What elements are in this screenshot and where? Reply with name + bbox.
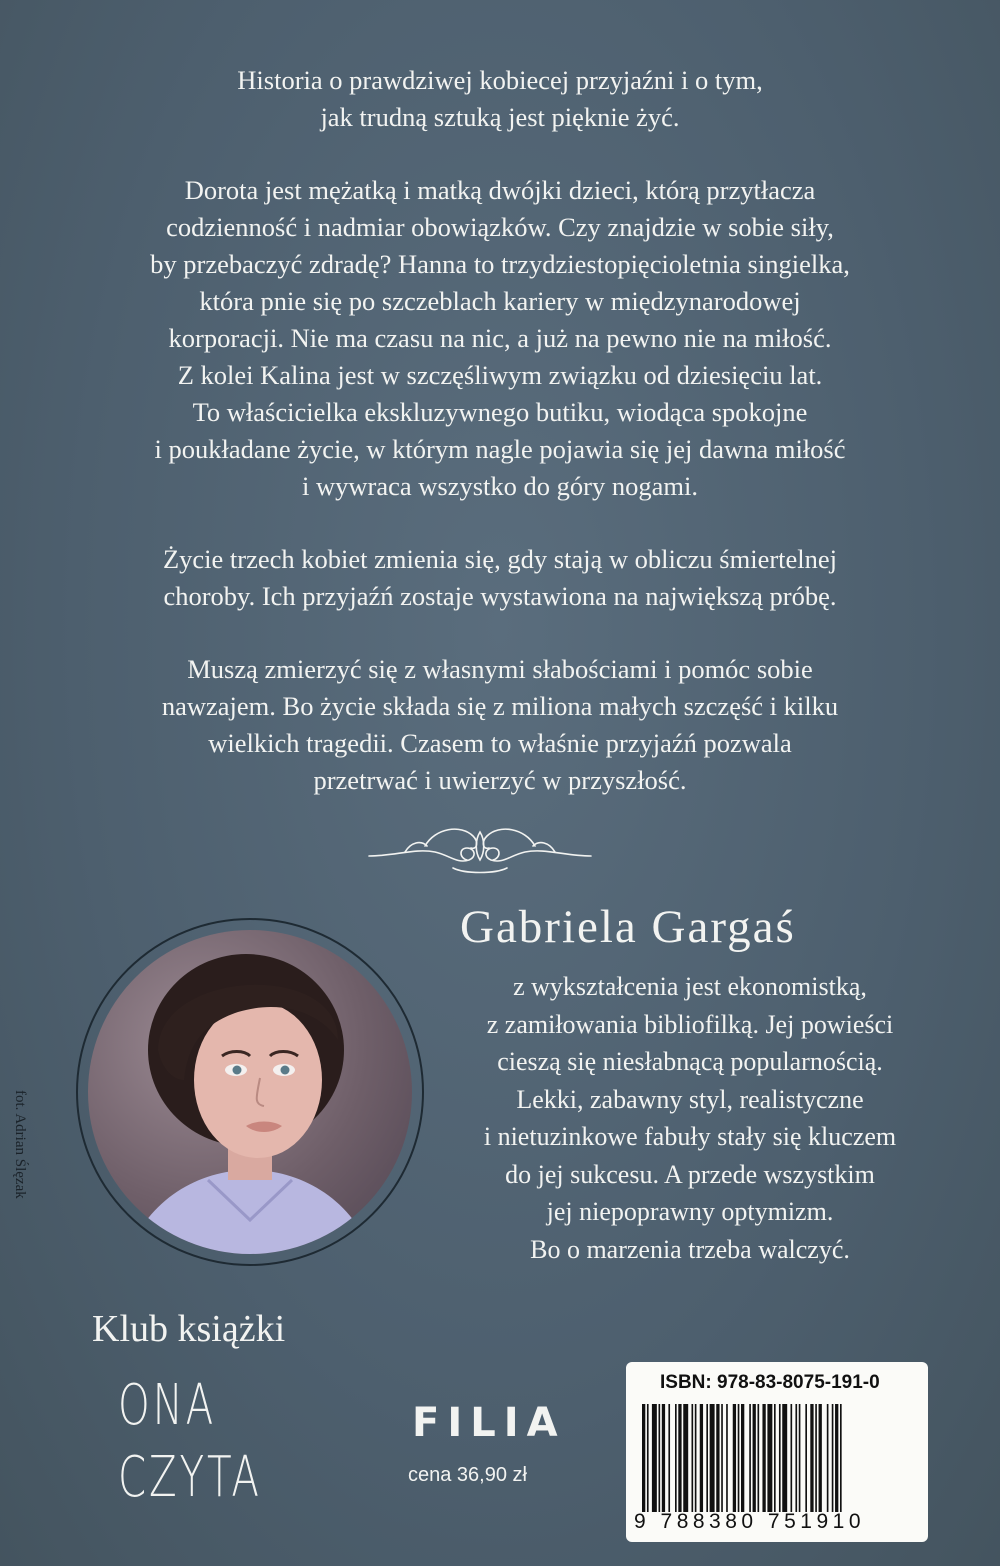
blurb-line: i wywraca wszystko do góry nogami. xyxy=(302,471,698,501)
barcode-icon xyxy=(640,1404,916,1512)
barcode-bar xyxy=(805,1404,807,1512)
barcode-bar xyxy=(819,1404,822,1512)
ona-czyta-logo-line: ONA xyxy=(118,1373,217,1438)
barcode-bar xyxy=(721,1404,723,1512)
blurb xyxy=(60,62,940,835)
flourish-ornament-icon xyxy=(365,818,595,878)
barcode-bar xyxy=(662,1404,665,1512)
blurb-line: by przebaczyć zdradę? Hanna to trzydziestopięcioletnia singielka, xyxy=(150,249,850,279)
barcode-label xyxy=(626,1362,928,1542)
blurb-line: wielkich tragedii. Czasem to właśnie przyjaźń pozwala xyxy=(208,728,792,758)
barcode-bar xyxy=(758,1404,760,1512)
bio-line: z zamiłowania bibliofilką. Jej powieści xyxy=(486,1009,894,1039)
photo-credit: fot. Adrian Ślęzak xyxy=(12,1090,28,1199)
blurb-paragraph-closing xyxy=(60,651,940,799)
barcode-bar xyxy=(738,1404,740,1512)
blurb-line: Dorota jest mężatką i matką dwójki dzieci, którą przytłacza xyxy=(184,175,816,205)
bio-line: jej niepoprawny optymizm. xyxy=(546,1197,834,1226)
barcode-digits: 9 788380 751910 xyxy=(634,1510,865,1533)
blurb-line: Życie trzech kobiet zmienia się, gdy stają w obliczu śmiertelnej xyxy=(162,544,838,574)
bio-line: i nietuzinkowe fabuły stały się kluczem xyxy=(483,1122,897,1151)
blurb-line: To właścicielka ekskluzywnego butiku, wiodąca spokojne xyxy=(192,397,808,427)
ona-czyta-logo xyxy=(118,1370,262,1514)
blurb-paragraph-turn xyxy=(60,541,940,615)
barcode-bar xyxy=(753,1404,756,1512)
barcode-bar xyxy=(762,1404,765,1512)
blurb-line: i poukładane życie, w którym nagle pojawia się jej dawna miłość xyxy=(154,434,846,464)
barcode-bar xyxy=(726,1404,728,1512)
barcode-bar xyxy=(835,1404,838,1512)
barcode-bar xyxy=(832,1404,834,1512)
author-photo-frame xyxy=(76,918,424,1266)
barcode-bar xyxy=(840,1404,842,1512)
blurb-line: choroby. Ich przyjaźń zostaje wystawiona na największą próbę. xyxy=(163,581,837,611)
blurb-line: korporacji. Nie ma czasu na nic, a już na pewno nie na miłość. xyxy=(168,323,832,353)
barcode-bar xyxy=(675,1404,677,1512)
barcode-bar xyxy=(710,1404,715,1512)
barcode-bar xyxy=(767,1404,772,1512)
barcode-bar xyxy=(810,1404,813,1512)
barcode-bar xyxy=(695,1404,697,1512)
barcode-bar xyxy=(668,1404,670,1512)
barcode-bar xyxy=(642,1404,645,1512)
isbn-text: ISBN: 978-83-8075-191-0 xyxy=(660,1372,880,1393)
author-photo xyxy=(88,930,412,1254)
barcode-bar xyxy=(774,1404,776,1512)
bio-line: cieszą się niesłabnącą popularnością. xyxy=(497,1047,883,1076)
bio-line: z wykształcenia jest ekonomistką, xyxy=(513,972,867,1001)
barcode-bar xyxy=(659,1404,661,1512)
barcode-bar xyxy=(706,1404,708,1512)
barcode-bar xyxy=(782,1404,787,1512)
price-label: cena 36,90 zł xyxy=(408,1464,527,1486)
barcode-bar xyxy=(827,1404,829,1512)
author-portrait-icon xyxy=(88,930,412,1254)
barcode-bar xyxy=(795,1404,797,1512)
book-club-label: Klub książki xyxy=(92,1308,286,1350)
blurb-line: Muszą zmierzyć się z własnymi słabościami i pomóc sobie xyxy=(187,654,813,684)
barcode-bar xyxy=(716,1404,719,1512)
barcode-bar xyxy=(815,1404,817,1512)
blurb-line: Historia o prawdziwej kobiecej przyjaźni i o tym, xyxy=(237,65,763,95)
bio-line: do jej sukcesu. A przede wszystkim xyxy=(505,1159,875,1189)
blurb-line: która pnie się po szczeblach kariery w międzynarodowej xyxy=(199,286,801,316)
barcode-bar xyxy=(799,1404,801,1512)
barcode-bar xyxy=(683,1404,688,1512)
barcode-bar xyxy=(791,1404,793,1512)
barcode-bar xyxy=(692,1404,694,1512)
barcode-bar xyxy=(647,1404,649,1512)
author-name: Gabriela Gargaś xyxy=(460,901,796,953)
blurb-line: jak trudną sztuką jest pięknie żyć. xyxy=(320,102,680,132)
blurb-paragraph-characters xyxy=(60,172,940,505)
barcode-bar xyxy=(741,1404,744,1512)
publisher-logo: FILIA xyxy=(412,1400,566,1446)
bio-line: Lekki, zabawny styl, realistyczne xyxy=(516,1084,864,1114)
blurb-line: codzienność i nadmiar obowiązków. Czy znajdzie w sobie siły, xyxy=(166,212,834,242)
barcode-bar xyxy=(678,1404,681,1512)
blurb-line: przetrwać i uwierzyć w przyszłość. xyxy=(313,765,687,795)
bio-line: Bo o marzenia trzeba walczyć. xyxy=(530,1234,850,1264)
blurb-line: Z kolei Kalina jest w szczęśliwym związku od dziesięciu lat. xyxy=(177,360,823,390)
author-bio xyxy=(420,968,960,1268)
barcode-bar xyxy=(733,1404,736,1512)
ona-czyta-logo-line: CZYTA xyxy=(118,1445,262,1510)
barcode-bar xyxy=(652,1404,657,1512)
blurb-line: nawzajem. Bo życie składa się z miliona małych szczęść i kilku xyxy=(161,691,839,721)
barcode-bar xyxy=(749,1404,751,1512)
blurb-paragraph-intro xyxy=(60,62,940,136)
barcode-bar xyxy=(700,1404,703,1512)
barcode-bar xyxy=(779,1404,781,1512)
